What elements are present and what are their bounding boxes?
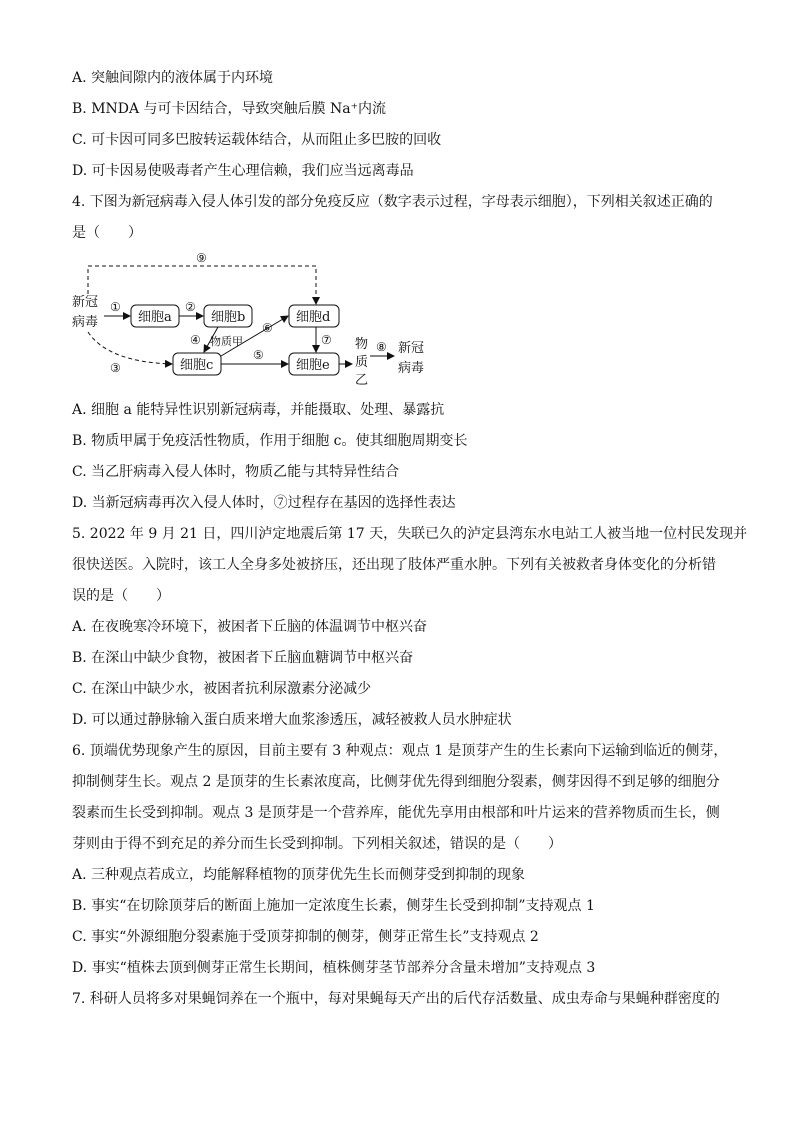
label-n7: ⑦ <box>321 333 332 347</box>
q3-option-b: B. MNDA 与可卡因结合，导致突触后膜 Na⁺内流 <box>72 101 386 117</box>
virus-left-line2: 病毒 <box>72 315 99 330</box>
substance-yi-char3: 乙 <box>355 373 369 388</box>
virus-right-line2: 病毒 <box>398 361 425 376</box>
cell-b-label: 细胞b <box>211 310 246 325</box>
label-n9: ⑨ <box>196 251 207 265</box>
label-n8: ⑧ <box>376 340 387 354</box>
q6-option-b: B. 事实“在切除顶芽后的断面上施加一定浓度生长素，侧芽生长受到抑制”支持观点 1 <box>72 898 595 914</box>
q7-stem-line1: 7. 科研人员将多对果蝇饲养在一个瓶中，每对果蝇每天产出的后代存活数量、成虫寿命与果蝇种群密度的 <box>72 991 720 1007</box>
q3-option-a: A. 突触间隙内的液体属于内环境 <box>72 70 274 86</box>
q5-option-b: B. 在深山中缺少食物，被困者下丘脑血糖调节中枢兴奋 <box>72 650 414 666</box>
q5-option-a: A. 在夜晚寒冷环境下，被困者下丘脑的体温调节中枢兴奋 <box>72 619 428 635</box>
arrow-9 <box>88 266 316 304</box>
substance-yi-char2: 质 <box>355 355 369 370</box>
q4-stem-line1: 4. 下图为新冠病毒入侵人体引发的部分免疫反应（数字表示过程，字母表示细胞），下列相关叙述正确的 <box>72 194 713 210</box>
cell-d-label: 细胞d <box>296 310 331 325</box>
cell-a-label: 细胞a <box>138 310 172 325</box>
q4-option-c: C. 当乙肝病毒入侵人体时，物质乙能与其特异性结合 <box>72 464 400 480</box>
arrow-3 <box>88 332 172 364</box>
q5-stem-line3: 误的是（ ） <box>72 588 170 604</box>
label-n4: ④ <box>190 333 201 347</box>
substance-yi-char1: 物 <box>355 337 369 352</box>
immune-response-diagram <box>68 248 448 392</box>
q5-stem-line1: 5. 2022 年 9 月 21 日，四川泸定地震后第 17 天，失联已久的泸定县湾东水电站工人被当地一位村民发现并 <box>72 526 748 542</box>
q4-option-a: A. 细胞 a 能特异性识别新冠病毒，并能摄取、处理、暴露抗 <box>72 402 445 418</box>
q4-option-b: B. 物质甲属于免疫活性物质，作用于细胞 c。使其细胞周期变长 <box>72 433 468 449</box>
q6-option-d: D. 事实“植株去顶到侧芽正常生长期间，植株侧芽茎节部养分含量未增加”支持观点 3 <box>72 960 596 976</box>
q4-stem-line2: 是（ ） <box>72 225 142 241</box>
virus-right-line1: 新冠 <box>398 341 425 356</box>
cell-e-label: 细胞e <box>296 358 330 373</box>
q6-stem-line2: 抑制侧芽生长。观点 2 是顶芽的生长素浓度高，比侧芽优先得到细胞分裂素，侧芽因得不到足够的细胞分 <box>72 774 720 790</box>
q6-option-c: C. 事实“外源细胞分裂素施于受顶芽抑制的侧芽，侧芽正常生长”支持观点 2 <box>72 929 539 945</box>
label-n3: ③ <box>110 361 121 375</box>
virus-left-line1: 新冠 <box>72 295 99 310</box>
q6-stem-line3: 裂素而生长受到抑制。观点 3 是顶芽是一个营养库，能优先享用由根部和叶片运来的营养物质而生长，侧 <box>72 805 720 821</box>
q5-stem-line2: 很快送医。入院时，该工人全身多处被挤压，还出现了肢体严重水肿。下列有关被救者身体变化的分析错 <box>72 557 716 573</box>
q5-option-c: C. 在深山中缺少水，被困者抗利尿激素分泌减少 <box>72 681 372 697</box>
q3-option-d: D. 可卡因易使吸毒者产生心理信赖，我们应当远离毒品 <box>72 163 414 179</box>
label-n2: ② <box>185 300 196 314</box>
label-n6: ⑥ <box>262 321 273 335</box>
q6-stem-line4: 芽则由于得不到充足的养分而生长受到抑制。下列相关叙述，错误的是（ ） <box>72 836 562 852</box>
cell-c-label: 细胞c <box>180 358 214 373</box>
q6-stem-line1: 6. 顶端优势现象产生的原因，目前主要有 3 种观点：观点 1 是顶芽产生的生长素向下运输到临近的侧芽， <box>72 743 728 759</box>
q4-option-d: D. 当新冠病毒再次入侵人体时，⑦过程存在基因的选择性表达 <box>72 495 456 511</box>
label-n1: ① <box>110 300 121 314</box>
q6-option-a: A. 三种观点若成立，均能解释植物的顶芽优先生长而侧芽受到抑制的现象 <box>72 867 526 883</box>
substance-jia-label: 物质甲 <box>210 335 243 348</box>
label-n5: ⑤ <box>253 348 264 362</box>
q3-option-c: C. 可卡因可同多巴胺转运载体结合，从而阻止多巴胺的回收 <box>72 132 442 148</box>
q5-option-d: D. 可以通过静脉输入蛋白质来增大血浆渗透压，减轻被救人员水肿症状 <box>72 712 512 728</box>
